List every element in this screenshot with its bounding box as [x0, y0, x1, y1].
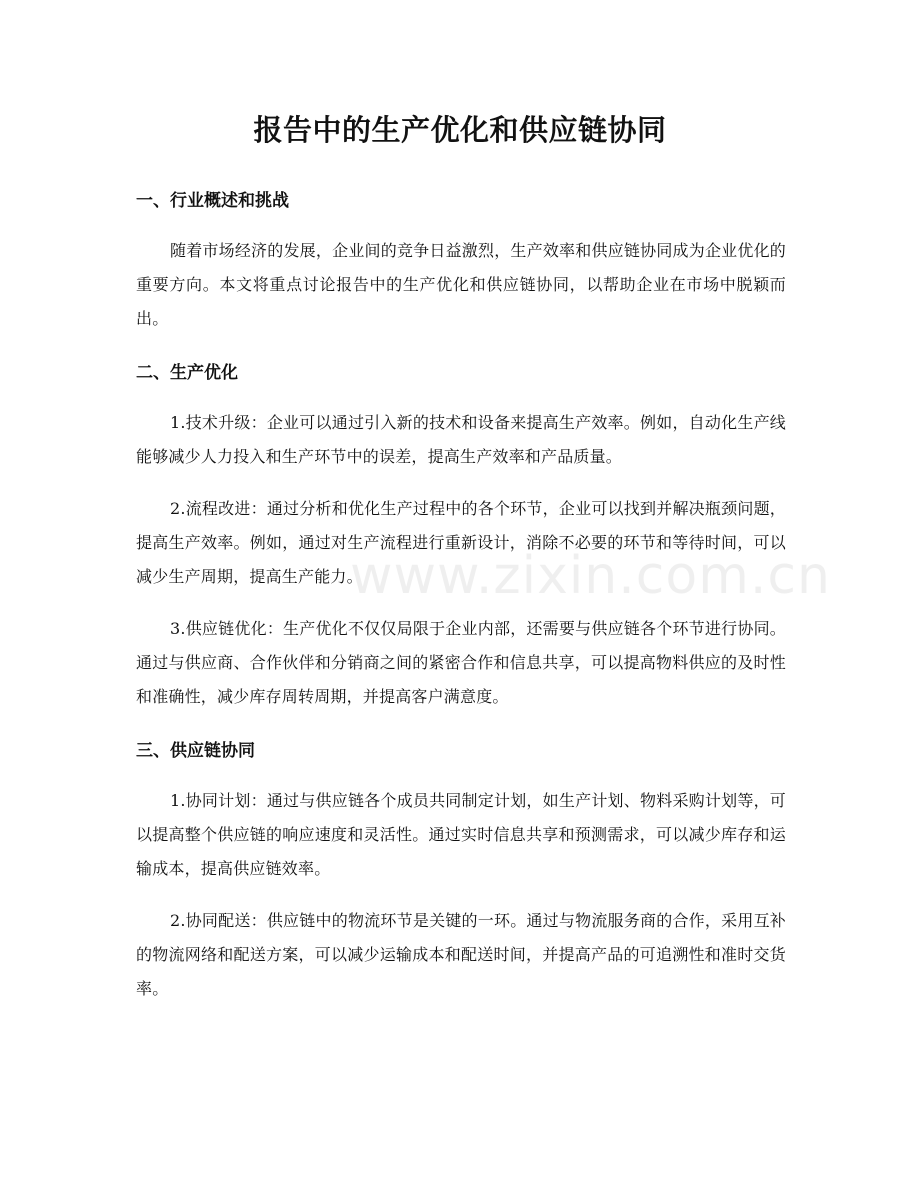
paragraph: 1.协同计划：通过与供应链各个成员共同制定计划，如生产计划、物料采购计划等，可以提高整个供应链的响应速度和灵活性。通过实时信息共享和预测需求，可以减少库存和运输成本，提高供应链效率。: [136, 791, 786, 878]
section-industry-overview: [136, 182, 786, 336]
document-title: 报告中的生产优化和供应链协同: [253, 113, 667, 147]
section-production-optimization: [136, 354, 786, 714]
document-body: [136, 182, 786, 1024]
section-supply-chain-collaboration: [136, 732, 786, 1006]
paragraph: 随着市场经济的发展，企业间的竞争日益激烈，生产效率和供应链协同成为企业优化的重要方向。本文将重点讨论报告中的生产优化和供应链协同，以帮助企业在市场中脱颖而出。: [136, 241, 786, 328]
paragraph: 2.流程改进：通过分析和优化生产过程中的各个环节，企业可以找到并解决瓶颈问题，提高生产效率。例如，通过对生产流程进行重新设计，消除不必要的环节和等待时间，可以减少生产周期，提高生产能力。: [136, 499, 786, 586]
watermark: www.zixin.com.cn: [350, 546, 831, 606]
paragraph: 1.技术升级：企业可以通过引入新的技术和设备来提高生产效率。例如，自动化生产线能够减少人力投入和生产环节中的误差，提高生产效率和产品质量。: [136, 413, 786, 466]
section-heading: 二、生产优化: [136, 363, 238, 383]
paragraph: 2.协同配送：供应链中的物流环节是关键的一环。通过与物流服务商的合作，采用互补的物流网络和配送方案，可以减少运输成本和配送时间，并提高产品的可追溯性和准时交货率。: [136, 911, 786, 998]
section-heading: 三、供应链协同: [136, 741, 255, 761]
section-heading: 一、行业概述和挑战: [136, 191, 289, 211]
paragraph: 3.供应链优化：生产优化不仅仅局限于企业内部，还需要与供应链各个环节进行协同。通过与供应商、合作伙伴和分销商之间的紧密合作和信息共享，可以提高物料供应的及时性和准确性，减少库存周转周期，并提高客户满意度。: [136, 619, 786, 706]
